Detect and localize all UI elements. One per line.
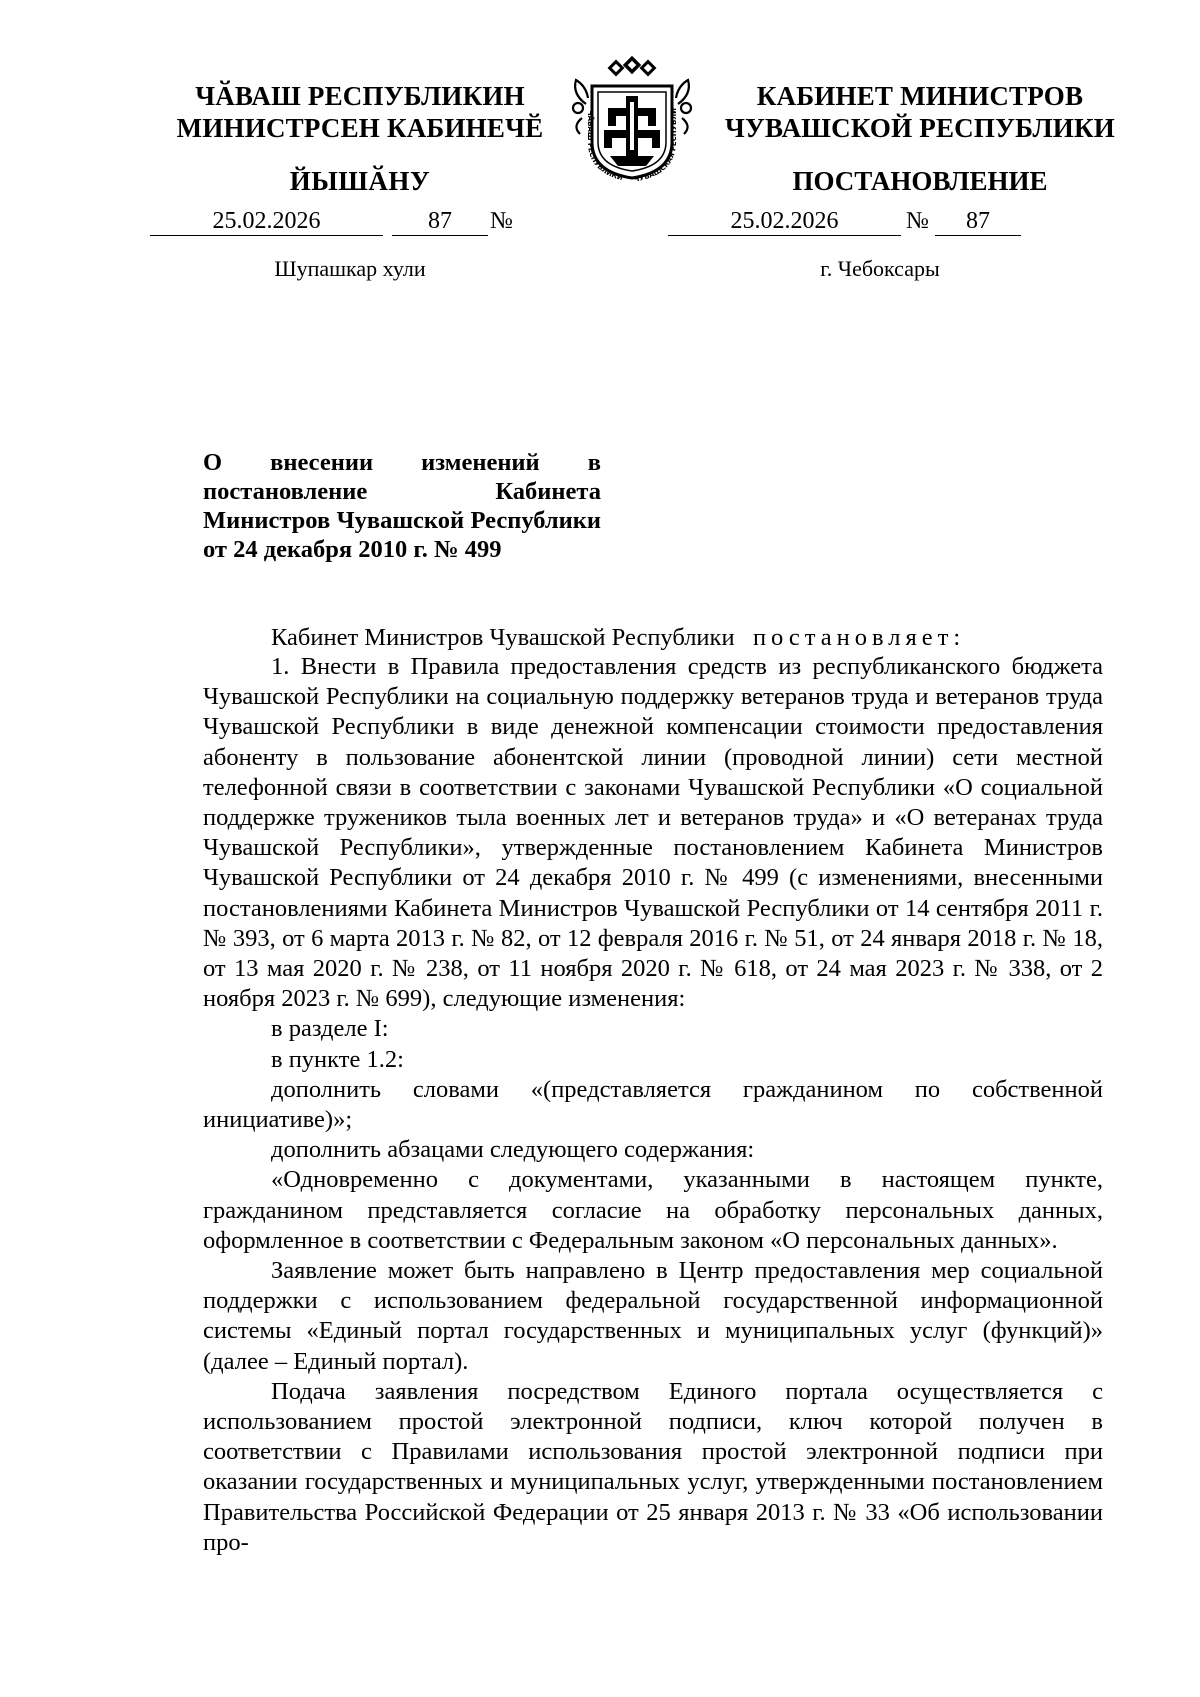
left-org-line2: МИНИСТРСЕН КАБИНЕЧӖ xyxy=(176,113,544,143)
intro-line xyxy=(203,623,1103,653)
emblem-text-left: ЧĂВАШ РЕСПУБЛИКИ xyxy=(585,110,624,183)
right-org-line1: КАБИНЕТ МИНИСТРОВ xyxy=(756,81,1084,111)
left-number-field: 87 xyxy=(392,207,488,236)
intro-lead: Кабинет Министров Чувашской Республики xyxy=(271,624,735,651)
left-number-sign: № xyxy=(490,208,513,234)
body-paragraph-1: 1. Внести в Правила предоставления средств из республиканского бюджета Чувашской Республики на социальную поддержку ветеранов труда и ветеранов труда Чувашской Республики в виде денежной компенсации стоимости предоставления абоненту в пользование абонентской линии (проводной линии) сети местной телефонной связи в соответствии с законами Чувашской Республики «О социальной поддержке тружеников тыла военных лет и ветеранов труда» и «О ветеранах труда Чувашской Республики», утвержденные постановлением Кабинета Министров Чувашской Республики от 24 декабря 2010 г. № 499 (с изменениями, внесенными постановлениями Кабинета Министров Чувашской Республики от 14 сентября 2011 г. № 393, от 6 марта 2013 г. № 82, от 12 февраля 2016 г. № 51, от 24 января 2018 г. № 18, от 13 мая 2020 г. № 238, от 11 ноября 2020 г. № 618, от 24 мая 2023 г. № 338, от 2 ноября 2023 г. № 699), следующие изменения: xyxy=(203,653,1103,1013)
right-org-title xyxy=(700,80,1140,144)
body-paragraph-3: в пункте 1.2: xyxy=(271,1045,404,1073)
right-number-sign: № xyxy=(906,208,929,234)
body-paragraph-5: дополнить абзацами следующего содержания: xyxy=(271,1136,755,1164)
emblem-text-right: ЧУВАШСКАЯ РЕСПУБЛИ xyxy=(633,107,679,184)
left-org-line1: ЧӐВАШ РЕСПУБЛИКИН xyxy=(195,81,525,111)
right-number-field: 87 xyxy=(935,207,1021,236)
left-org-title xyxy=(150,80,570,144)
body-paragraph-8: Подача заявления посредством Единого портала осуществляется с использованием простой электронной подписи, ключ которой получен в соответствии с Правилами использования простой электронной подписи при оказании государственных и муниципальных услуг, утвержденными постановлением Правительства Российской Федерации от 25 января 2013 г. № 33 «Об использовании про- xyxy=(203,1377,1103,1556)
left-date-field: 25.02.2026 xyxy=(150,207,383,236)
intro-verb: постановляет: xyxy=(752,624,966,651)
chuvash-emblem-icon xyxy=(566,56,698,188)
left-city: Шупашкар хули xyxy=(274,256,426,281)
body-paragraph-2: в разделе I: xyxy=(271,1015,389,1043)
right-date-field: 25.02.2026 xyxy=(668,207,901,236)
right-org-line2: ЧУВАШСКОЙ РЕСПУБЛИКИ xyxy=(725,113,1115,143)
right-city: г. Чебоксары xyxy=(820,256,940,281)
body-paragraph-4: дополнить словами «(представляется гражданином по собственной инициативе)»; xyxy=(203,1075,1103,1134)
document-subject: О внесении изменений в постановление Кабинета Министров Чувашской Республики от 24 декабря 2010 г. № 499 xyxy=(203,449,601,563)
left-doc-type: ЙЫШӐНУ xyxy=(289,166,431,196)
document-body xyxy=(203,652,1103,1558)
body-paragraph-7: Заявление может быть направлено в Центр предоставления мер социальной поддержки с использованием федеральной государственной информационной системы «Единый портал государственных и муниципальных услуг (функций)» (далее – Единый портал). xyxy=(203,1257,1103,1375)
right-doc-type: ПОСТАНОВЛЕНИЕ xyxy=(792,166,1048,196)
body-paragraph-6: «Одновременно с документами, указанными в настоящем пункте, гражданином представляется согласие на обработку персональных данных, оформленное в соответствии с Федеральным законом «О персональных данных». xyxy=(203,1166,1103,1254)
